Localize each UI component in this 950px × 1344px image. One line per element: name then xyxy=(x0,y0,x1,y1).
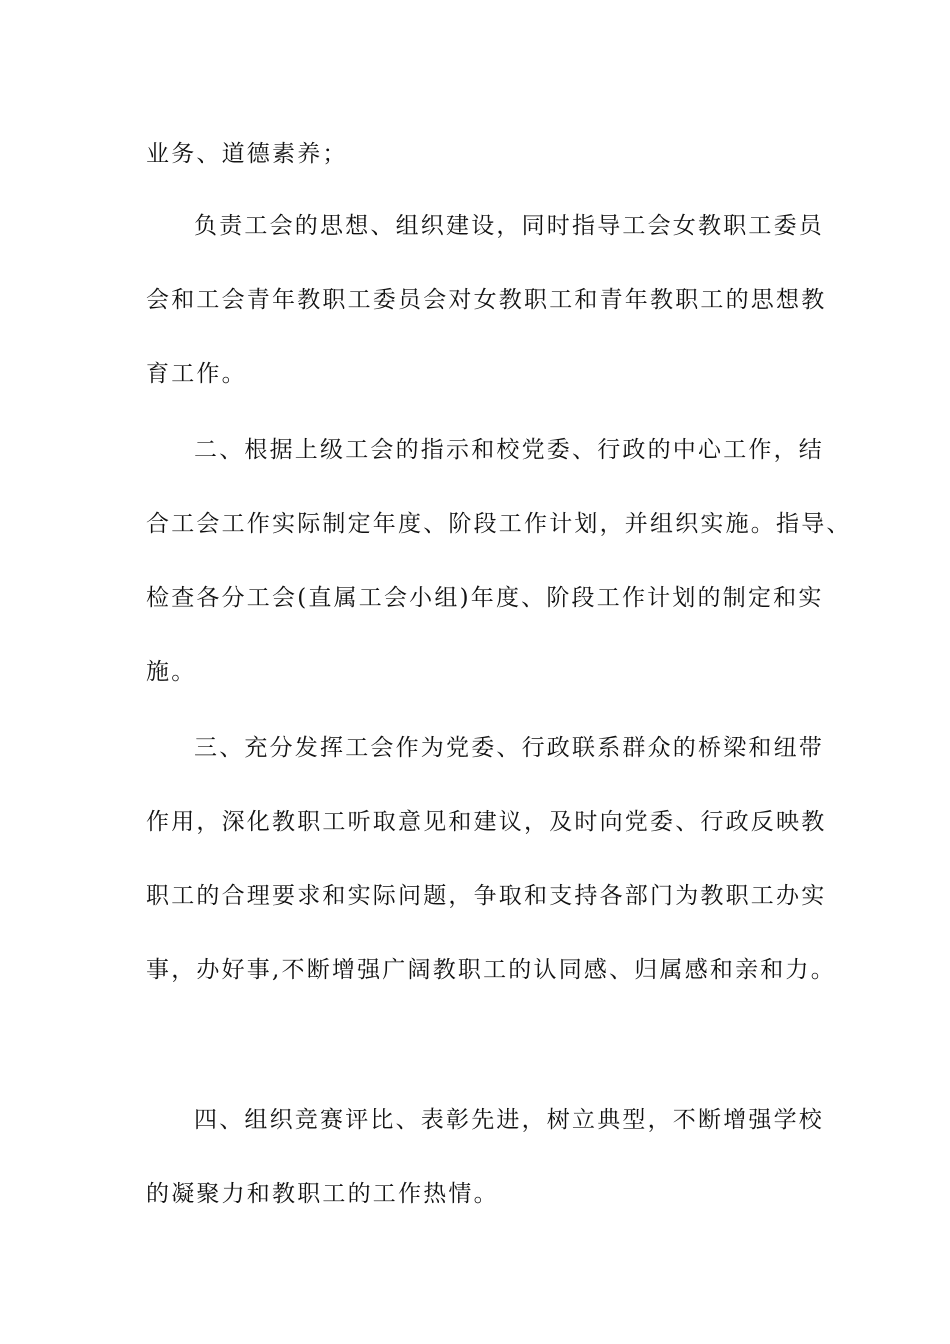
text-line: 检查各分工会(直属工会小组)年度、阶段工作计划的制定和实 xyxy=(146,585,824,611)
text-line: 作用，深化教职工听取意见和建议，及时向党委、行政反映教 xyxy=(146,809,827,835)
text-line: 业务、道德素养； xyxy=(146,141,348,167)
paragraph-first-line: 二、根据上级工会的指示和校党委、行政的中心工作，结 xyxy=(194,437,824,463)
text-line: 的凝聚力和教职工的工作热情。 xyxy=(146,1181,499,1207)
paragraph-first-line: 三、充分发挥工会作为党委、行政联系群众的桥梁和纽带 xyxy=(194,735,824,761)
text-line: 职工的合理要求和实际问题，争取和支持各部门为教职工办实 xyxy=(146,883,827,909)
text-line: 育工作。 xyxy=(146,361,247,387)
paragraph-first-line: 负责工会的思想、组织建设，同时指导工会女教职工委员 xyxy=(194,213,824,239)
text-line: 会和工会青年教职工委员会对女教职工和青年教职工的思想教 xyxy=(146,287,827,313)
text-line: 合工会工作实际制定年度、阶段工作计划，并组织实施。指导、 xyxy=(146,511,852,537)
paragraph-first-line: 四、组织竞赛评比、表彰先进，树立典型，不断增强学校 xyxy=(194,1107,824,1133)
text-line: 施。 xyxy=(146,659,197,685)
text-line: 事，办好事,不断增强广阔教职工的认同感、归属感和亲和力。 xyxy=(146,957,836,983)
